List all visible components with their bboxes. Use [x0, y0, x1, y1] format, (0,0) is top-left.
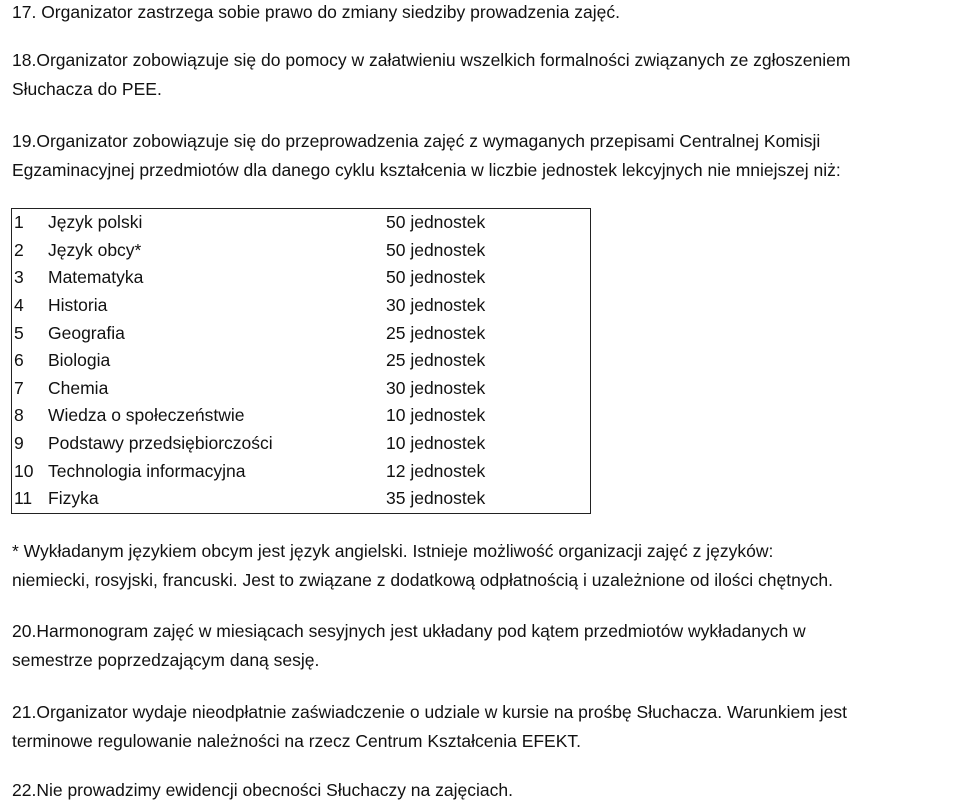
- subject-number: 4: [14, 294, 24, 315]
- subject-hours: 50 jednostek: [386, 212, 486, 233]
- subject-hours: 25 jednostek: [386, 322, 486, 343]
- paragraph-20-line-1: 20.Harmonogram zajęć w miesiącach sesyjnych jest układany pod kątem przedmiotów wykładanych w: [12, 621, 806, 641]
- subject-name: Język obcy*: [48, 239, 142, 260]
- table-row: [12, 209, 591, 237]
- table-row: [12, 402, 591, 430]
- paragraph-20-line-2: semestrze poprzedzającym daną sesję.: [12, 650, 320, 670]
- subject-name: Geografia: [48, 322, 125, 343]
- paragraph-19-line-1: 19.Organizator zobowiązuje się do przeprowadzenia zajęć z wymaganych przepisami Centralnej Komisji: [12, 131, 821, 151]
- paragraph-18: [12, 46, 954, 104]
- subject-number: 7: [14, 377, 24, 398]
- subject-hours: 50 jednostek: [386, 267, 486, 288]
- subject-name: Biologia: [48, 350, 111, 371]
- footnote: [12, 537, 954, 595]
- subject-number: 1: [14, 212, 24, 233]
- subject-number: 2: [14, 239, 24, 260]
- subject-hours: 10 jednostek: [386, 433, 486, 454]
- subjects-table: [11, 208, 591, 514]
- table-row: [12, 430, 591, 458]
- subject-number: 3: [14, 267, 24, 288]
- table-row: [12, 320, 591, 348]
- table-row: [12, 375, 591, 403]
- subject-hours: 35 jednostek: [386, 488, 486, 509]
- subject-hours: 10 jednostek: [386, 405, 486, 426]
- table-row: [12, 264, 591, 292]
- paragraph-19-line-2: Egzaminacyjnej przedmiotów dla danego cyklu kształcenia w liczbie jednostek lekcyjnych nie mniejszej niż:: [12, 160, 841, 180]
- subject-number: 5: [14, 322, 24, 343]
- subject-name: Technologia informacyjna: [48, 460, 246, 481]
- subjects-table-body: [12, 209, 591, 514]
- subject-number: 11: [14, 488, 33, 509]
- paragraph-18-line-1: 18.Organizator zobowiązuje się do pomocy w załatwieniu wszelkich formalności związanych ze zgłoszeniem: [12, 50, 851, 70]
- table-row: [12, 292, 591, 320]
- subject-number: 9: [14, 433, 24, 454]
- subject-hours: 30 jednostek: [386, 377, 486, 398]
- subject-name: Historia: [48, 294, 108, 315]
- subject-name: Matematyka: [48, 267, 144, 288]
- paragraph-20: [12, 617, 954, 675]
- table-row: [12, 347, 591, 375]
- paragraph-17-text: 17. Organizator zastrzega sobie prawo do zmiany siedziby prowadzenia zajęć.: [12, 2, 620, 22]
- subject-hours: 25 jednostek: [386, 350, 486, 371]
- paragraph-19: [12, 127, 954, 185]
- paragraph-21-line-1: 21.Organizator wydaje nieodpłatnie zaświadczenie o udziale w kursie na prośbę Słuchacza. Warunkiem jest: [12, 702, 847, 722]
- subject-hours: 12 jednostek: [386, 460, 486, 481]
- subject-name: Fizyka: [48, 488, 99, 509]
- subject-number: 8: [14, 405, 24, 426]
- paragraph-22: [12, 776, 954, 805]
- subject-hours: 30 jednostek: [386, 294, 486, 315]
- subject-name: Język polski: [48, 212, 143, 233]
- paragraph-18-line-2: Słuchacza do PEE.: [12, 79, 162, 99]
- subject-name: Chemia: [48, 377, 109, 398]
- paragraph-17: [12, 0, 954, 27]
- subject-number: 10: [14, 460, 34, 481]
- table-row: [12, 485, 591, 513]
- footnote-line-1: * Wykładanym językiem obcym jest język angielski. Istnieje możliwość organizacji zajęć z języków:: [12, 541, 774, 561]
- subject-number: 6: [14, 350, 24, 371]
- paragraph-21: [12, 698, 954, 756]
- subject-name: Podstawy przedsiębiorczości: [48, 433, 273, 454]
- paragraph-22-text: 22.Nie prowadzimy ewidencji obecności Słuchaczy na zajęciach.: [12, 780, 513, 800]
- subject-hours: 50 jednostek: [386, 239, 486, 260]
- subject-name: Wiedza o społeczeństwie: [48, 405, 245, 426]
- table-row: [12, 237, 591, 265]
- table-row: [12, 458, 591, 486]
- paragraph-21-line-2: terminowe regulowanie należności na rzecz Centrum Kształcenia EFEKT.: [12, 731, 582, 751]
- footnote-line-2: niemiecki, rosyjski, francuski. Jest to związane z dodatkową odpłatnością i uzależnione od ilości chętnych.: [12, 570, 833, 590]
